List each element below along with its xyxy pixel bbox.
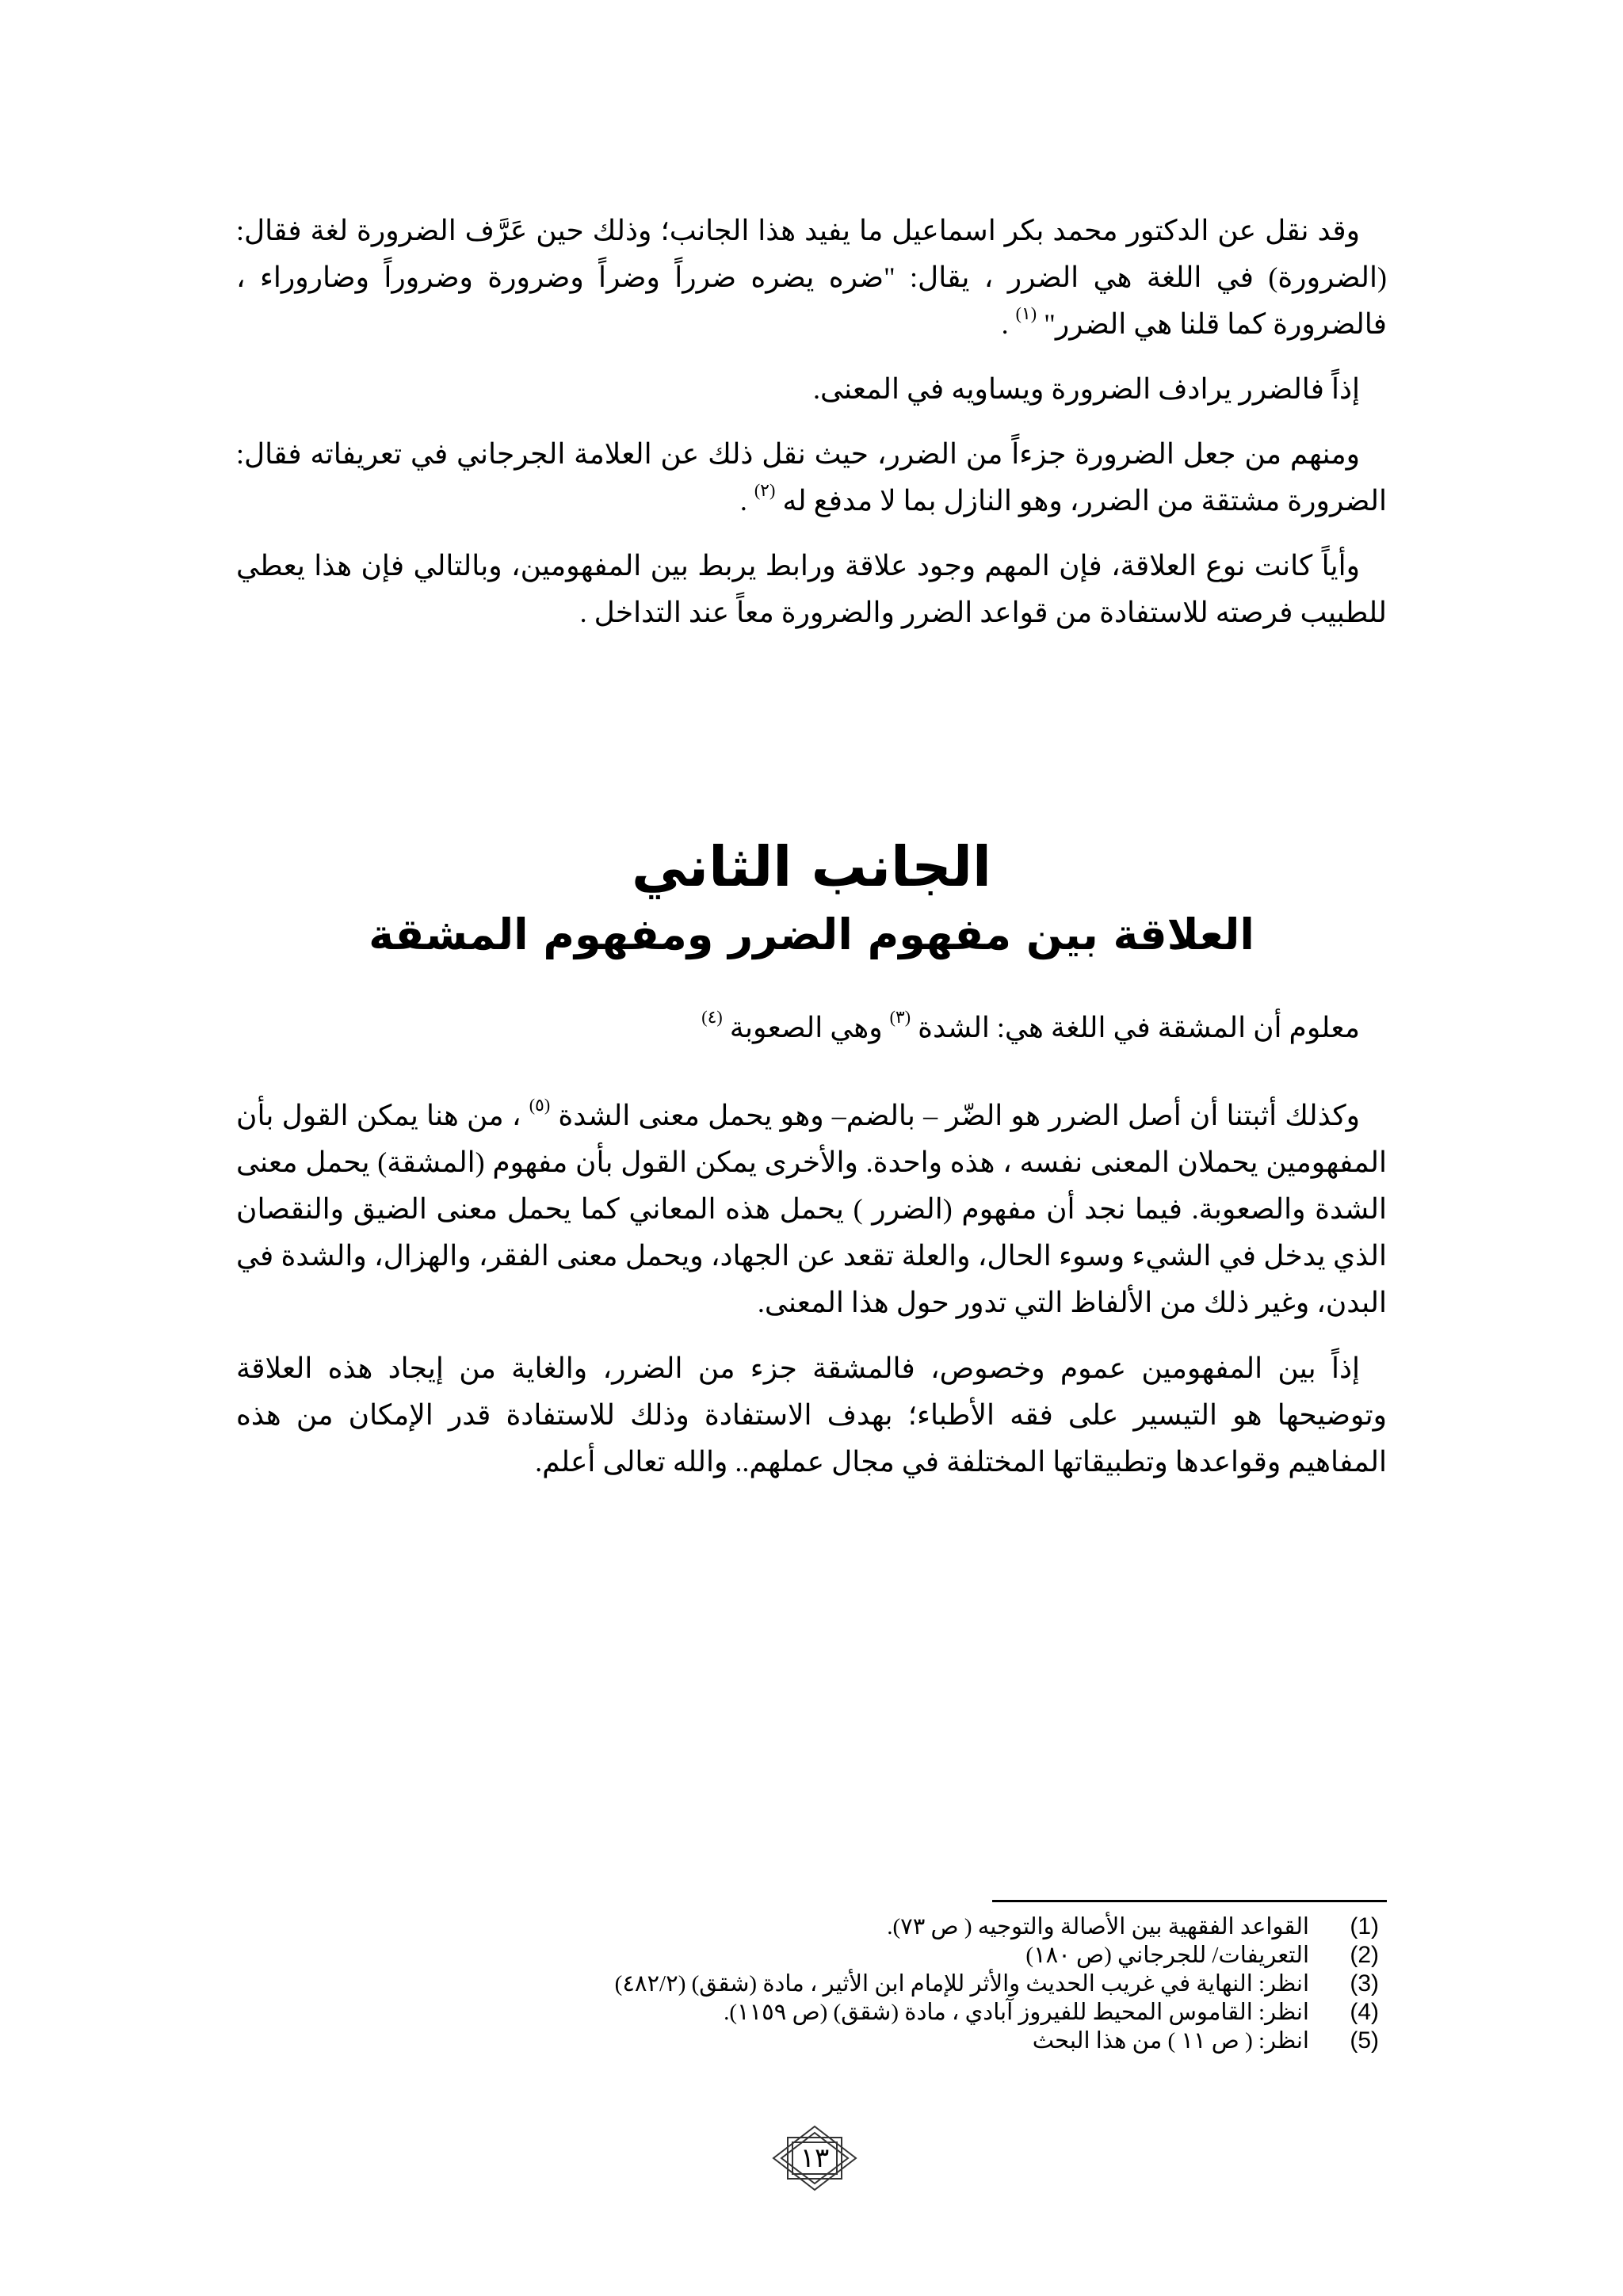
footnote-text: التعريفات/ للجرجاني (ص ١٨٠)	[1025, 1943, 1309, 1968]
footnote-text: انظر: القاموس المحيط للفيروز آبادي ، مادة (شقق) (ص ١١٥٩).	[724, 2000, 1309, 2025]
body-text-top	[236, 208, 1387, 654]
paragraph-meanings: وكذلك أثبتنا أن أصل الضرر هو الضّر – بالضم– وهو يحمل معنى الشدة $^{(٥)}$ ، من هنا يمكن القول بأن المفهومين يحملان المعنى نفسه ، هذه واحدة. والأخرى يمكن القول بأن مفهوم (المشقة) يحمل معنى الشدة والصعوبة. فيما نجد أن مفهوم (الضرر ) يحمل هذه المعاني كما يحمل معنى الضيق والنقصان الذي يدخل في الشيء وسوء الحال، والعلة تقعد عن الجهاد، ويحمل معنى الفقر، والهزال، والشدة في البدن، وغير ذلك من الألفاظ التي تدور حول هذا المعنى.	[236, 1095, 1387, 1318]
footnote-number: (4)	[1350, 1999, 1379, 2025]
footnote-1	[420, 1913, 1379, 1941]
footnotes	[420, 1913, 1379, 2055]
footnote-ref-4[interactable]: (٤)	[701, 1007, 723, 1027]
footnote-number: (5)	[1350, 2027, 1379, 2054]
footnote-number: (1)	[1350, 1913, 1379, 1939]
footnote-ref-5[interactable]: (٥)	[529, 1095, 551, 1115]
body-text-mid	[236, 1005, 1387, 1505]
footnote-2	[420, 1941, 1379, 1970]
section-subheading: العلاقة بين مفهوم الضرر ومفهوم المشقة	[369, 910, 1254, 959]
footnote-ref-1[interactable]: (١)	[1015, 303, 1037, 323]
paragraph-jurjani: ومنهم من جعل الضرورة جزءاً من الضرر، حيث نقل ذلك عن العلامة الجرجاني في تعريفاته فقال: الضرورة مشتقة من الضرر، وهو النازل بما لا مدفع له $^{(٢)}$ .	[236, 438, 1387, 517]
footnote-separator	[992, 1900, 1387, 1902]
footnote-4	[420, 1998, 1379, 2027]
footnote-3	[420, 1970, 1379, 1998]
footnote-ref-2[interactable]: (٢)	[754, 480, 776, 500]
footnote-number: (3)	[1350, 1970, 1379, 1997]
paragraph-relationship: وأياً كانت نوع العلاقة، فإن المهم وجود علاقة ورابط يربط بين المفهومين، وبالتالي فإن هذا يعطي للطبيب فرصته للاستفادة من قواعد الضرر والضرورة معاً عند التداخل .	[236, 550, 1387, 628]
section-heading: الجانب الثاني	[631, 834, 991, 899]
footnote-ref-3[interactable]: (٣)	[889, 1007, 911, 1027]
paragraph-mashaqqa-definition: معلوم أن المشقة في اللغة هي: الشدة $^{(٣)}$ وهي الصعوبة $^{(٤)}$	[701, 1007, 1360, 1043]
paragraph-conclusion-1: إذاً فالضرر يرادف الضرورة ويساويه في المعنى.	[813, 373, 1360, 405]
footnote-text: انظر: ( ص ١١ ) من هذا البحث	[1032, 2028, 1309, 2054]
footnote-5	[420, 2027, 1379, 2055]
paragraph-definition: وقد نقل عن الدكتور محمد بكر اسماعيل ما يفيد هذا الجانب؛ وذلك حين عَرَّف الضرورة لغة فقال: (الضرورة) في اللغة هي الضرر ، يقال: "ضره يضره ضرراً وضراً وضرورة وضروراً وضاروراء ، فالضرورة كما قلنا هي الضرر" $^{(١)}$ .	[236, 215, 1387, 340]
footnote-text: القواعد الفقهية بين الأصالة والتوجيه ( ص ٧٣).	[887, 1914, 1309, 1939]
footnote-number: (2)	[1350, 1942, 1379, 1968]
paragraph-conclusion-2: إذاً بين المفهومين عموم وخصوص، فالمشقة جزء من الضرر، والغاية من إيجاد هذه العلاقة وتوضيحها هو التيسير على فقه الأطباء؛ بهدف الاستفادة وذلك للاستفادة قدر الإمكان من هذه المفاهيم وقواعدها وتطبيقاتها المختلفة في مجال عملهم.. والله تعالى أعلم.	[236, 1352, 1387, 1478]
page-number: ١٣	[800, 2143, 830, 2173]
footnote-text: انظر: النهاية في غريب الحديث والأثر للإمام ابن الأثير ، مادة (شقق) (٤٨٢/٢)	[614, 1971, 1309, 1997]
